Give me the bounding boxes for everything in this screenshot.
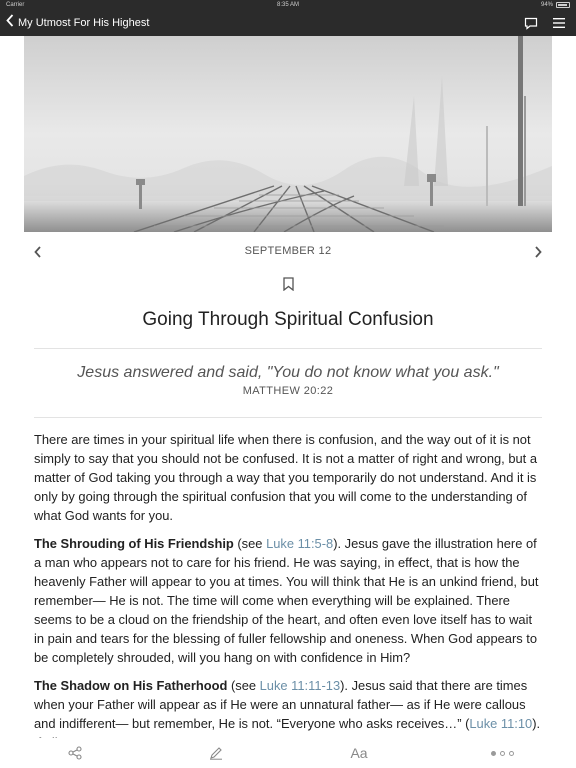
paragraph-text: ). Jesus said that there are times when your Father will appear as if He were an unnatural father— as if He were callous and indifferent— but remember, He is not. “Everyone who asks receives…” ( (34, 678, 528, 731)
page-dot[interactable] (491, 751, 496, 756)
paragraph-text: (see (233, 536, 267, 551)
paragraph-text: (see (227, 678, 260, 693)
divider (34, 417, 542, 418)
share-icon (68, 746, 82, 760)
paragraph: There are times in your spiritual life when there is confusion, and the way out of it is not simply to say that you should not be confused. It is not a matter of right and wrong, but a matter of God taking you through a way that you temporarily do not understand. And it is only by going through the spiritual confusion that you will come to the understanding of what God wants for you. (34, 432, 538, 523)
paragraph-text: ). (532, 716, 541, 731)
back-title: My Utmost For His Highest (18, 17, 150, 29)
bottom-toolbar (0, 738, 576, 768)
chevron-right-icon (534, 246, 542, 258)
menu-icon[interactable] (552, 17, 566, 29)
page-title: Going Through Spiritual Confusion (142, 309, 434, 330)
carrier-label: Carrier (6, 2, 25, 8)
bookmark-button[interactable] (278, 274, 298, 294)
share-button[interactable] (66, 744, 84, 762)
navigation-bar (0, 10, 576, 36)
chevron-left-icon (6, 14, 14, 32)
page-dot[interactable] (500, 751, 505, 756)
status-time: 8:35 AM (276, 2, 299, 8)
paragraph-text: ). Jesus gave the illustration here of a man who appears not to care for his friend. He was saying, in effect, that is how the heavenly Father will appear to you at times. You will think that He is an unkind friend, but remember— He is not. The time will come when everything will be explained. There seems to be a cloud on the friendship of the heart, and often even love itself has to wait in pain and tears for the blessing of fuller fellowship and oneness. When God appears to be completely shrouded, will you hang on with confidence in Him? (34, 536, 539, 665)
date-navigation (24, 240, 552, 264)
paragraph (34, 534, 542, 667)
font-size-button[interactable]: Aa (350, 745, 368, 761)
section-heading: The Shrouding of His Friendship (34, 536, 234, 551)
battery-status (541, 0, 570, 10)
comment-icon[interactable] (524, 17, 538, 30)
verse-reference: MATTHEW 20:22 (242, 385, 334, 397)
verse-quote: Jesus answered and said, "You do not know what you ask." (77, 364, 499, 381)
page-indicator (491, 751, 514, 756)
bookmark-icon (283, 277, 294, 291)
pencil-icon (209, 746, 223, 760)
section-heading: The Shadow on His Fatherhood (34, 678, 228, 693)
next-day-button[interactable] (528, 242, 548, 262)
battery-icon (556, 2, 570, 8)
devotional-body (34, 430, 542, 761)
back-button[interactable] (6, 10, 149, 36)
devotional-date: SEPTEMBER 12 (244, 245, 332, 257)
divider (34, 348, 542, 349)
status-bar (0, 0, 576, 10)
scripture-link[interactable]: Luke 11:10 (469, 716, 533, 731)
battery-percent: 94% (540, 2, 553, 8)
scripture-link[interactable]: Luke 11:11-13 (259, 678, 341, 693)
scripture-link[interactable]: Luke 11:5-8 (266, 536, 334, 551)
hero-image (24, 36, 552, 232)
page-dot[interactable] (509, 751, 514, 756)
key-verse (24, 364, 552, 397)
note-button[interactable] (207, 744, 225, 762)
